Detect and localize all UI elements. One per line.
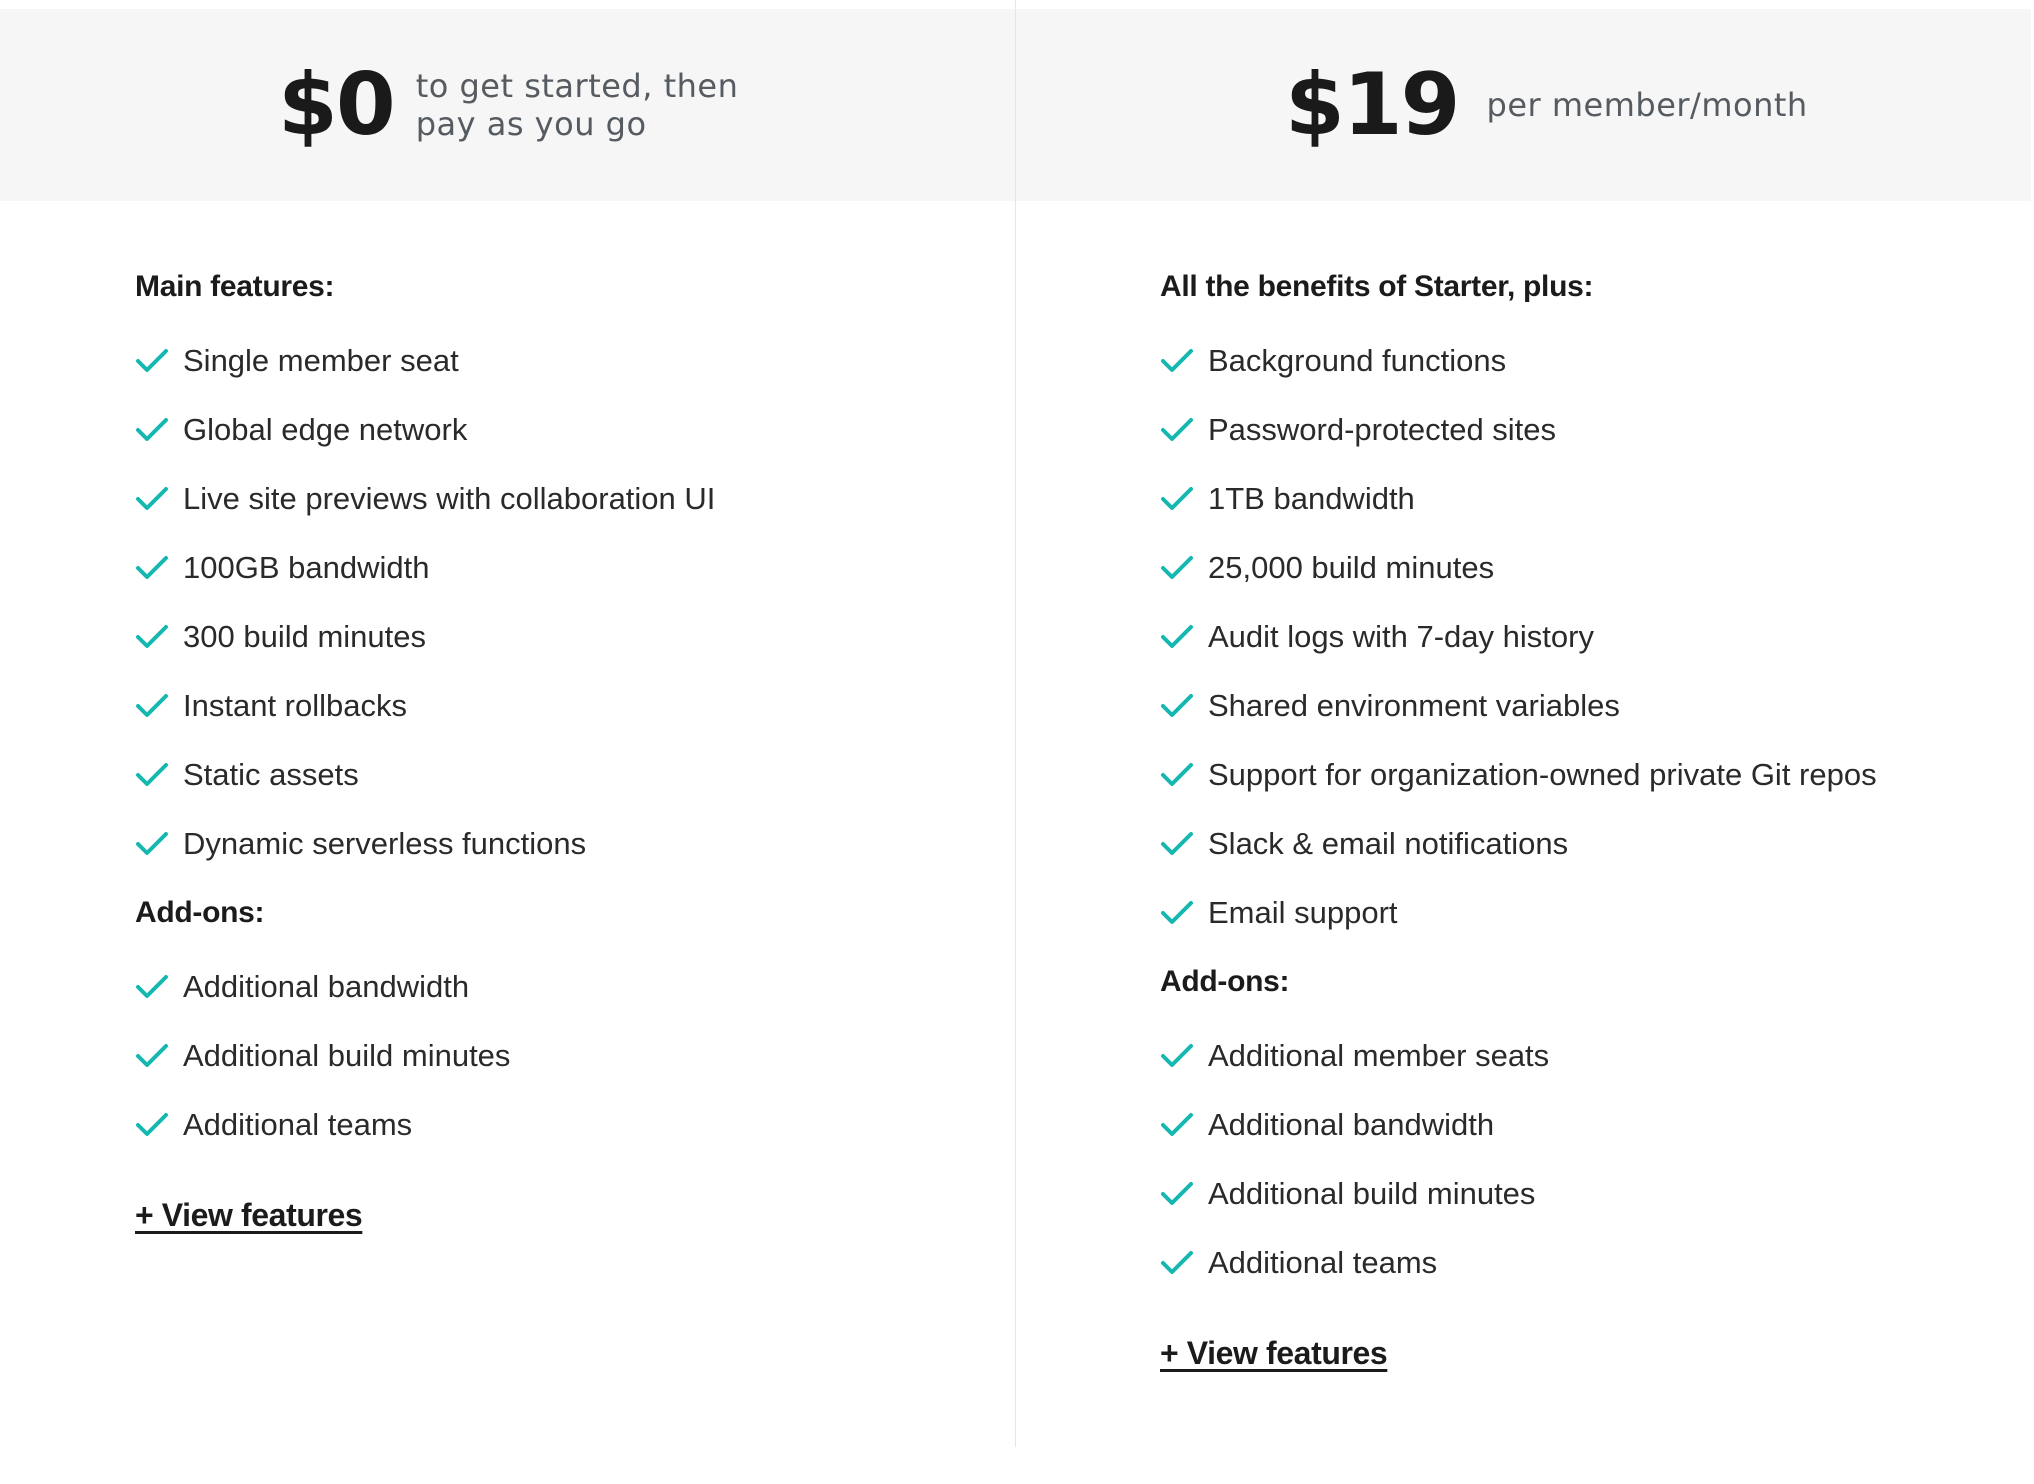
check-icon bbox=[1160, 620, 1194, 654]
plan-pro bbox=[1016, 9, 2031, 1447]
check-icon bbox=[135, 482, 169, 516]
feature-item bbox=[1160, 890, 1880, 936]
price-note: per member/month bbox=[1486, 86, 1808, 124]
feature-item bbox=[135, 821, 895, 867]
check-icon bbox=[1160, 1246, 1194, 1280]
check-icon bbox=[1160, 1177, 1194, 1211]
check-icon bbox=[1160, 551, 1194, 585]
check-icon bbox=[1160, 689, 1194, 723]
feature-label: Additional teams bbox=[1208, 1245, 1438, 1280]
plan-body bbox=[135, 267, 895, 1234]
feature-label: Audit logs with 7-day history bbox=[1208, 619, 1594, 654]
addons-list bbox=[1160, 1033, 1880, 1286]
check-icon bbox=[1160, 1108, 1194, 1142]
main-features-heading: All the benefits of Starter, plus: bbox=[1160, 270, 1594, 303]
feature-label: Additional teams bbox=[183, 1107, 413, 1142]
feature-label: Background functions bbox=[1208, 343, 1507, 378]
check-icon bbox=[1160, 413, 1194, 447]
feature-label: 1TB bandwidth bbox=[1208, 481, 1415, 516]
feature-label: Additional bandwidth bbox=[183, 969, 470, 1004]
plan-starter bbox=[0, 9, 1015, 1447]
feature-label: Slack & email notifications bbox=[1208, 826, 1569, 861]
check-icon bbox=[135, 1039, 169, 1073]
feature-item bbox=[1160, 476, 1880, 522]
check-icon bbox=[1160, 758, 1194, 792]
feature-item bbox=[1160, 614, 1880, 660]
feature-label: Additional bandwidth bbox=[1208, 1107, 1495, 1142]
feature-label: 100GB bandwidth bbox=[183, 550, 430, 585]
price-header bbox=[1016, 9, 2031, 201]
feature-item bbox=[135, 1033, 895, 1079]
check-icon bbox=[135, 620, 169, 654]
check-icon bbox=[135, 970, 169, 1004]
feature-item bbox=[1160, 1033, 1880, 1079]
view-features-link[interactable]: + View features bbox=[135, 1197, 363, 1233]
feature-item bbox=[1160, 1102, 1880, 1148]
feature-item bbox=[135, 752, 895, 798]
feature-item bbox=[135, 683, 895, 729]
feature-item bbox=[135, 1102, 895, 1148]
top-strip bbox=[0, 0, 2034, 9]
feature-label: 25,000 build minutes bbox=[1208, 550, 1495, 585]
check-icon bbox=[135, 758, 169, 792]
feature-label: Additional build minutes bbox=[1208, 1176, 1536, 1211]
check-icon bbox=[135, 1108, 169, 1142]
view-features-link[interactable]: + View features bbox=[1160, 1335, 1388, 1371]
feature-item bbox=[1160, 821, 1880, 867]
feature-item bbox=[1160, 1240, 1880, 1286]
main-features-list bbox=[1160, 338, 1880, 936]
feature-label: Dynamic serverless functions bbox=[183, 826, 587, 861]
feature-item bbox=[135, 407, 895, 453]
feature-item bbox=[135, 545, 895, 591]
feature-item bbox=[1160, 338, 1880, 384]
feature-label: Email support bbox=[1208, 895, 1398, 930]
feature-item bbox=[135, 338, 895, 384]
addons-heading: Add-ons: bbox=[135, 896, 265, 929]
feature-label: Live site previews with collaboration UI bbox=[183, 481, 716, 516]
feature-item bbox=[135, 614, 895, 660]
main-features-list bbox=[135, 338, 895, 867]
check-icon bbox=[135, 551, 169, 585]
price-block bbox=[1285, 9, 1808, 201]
check-icon bbox=[1160, 482, 1194, 516]
price-amount: $19 bbox=[1285, 55, 1459, 155]
price-header bbox=[0, 9, 1015, 201]
price-block bbox=[278, 9, 756, 201]
feature-item bbox=[135, 476, 895, 522]
check-icon bbox=[1160, 827, 1194, 861]
check-icon bbox=[135, 413, 169, 447]
check-icon bbox=[135, 344, 169, 378]
addons-heading: Add-ons: bbox=[1160, 965, 1290, 998]
check-icon bbox=[135, 689, 169, 723]
feature-label: 300 build minutes bbox=[183, 619, 426, 654]
feature-label: Global edge network bbox=[183, 412, 468, 447]
feature-label: Additional member seats bbox=[1208, 1038, 1550, 1073]
feature-label: Password-protected sites bbox=[1208, 412, 1557, 447]
price-note: to get started, then pay as you go bbox=[415, 67, 739, 143]
plan-body bbox=[1160, 267, 1880, 1372]
feature-item bbox=[1160, 683, 1880, 729]
feature-label: Shared environment variables bbox=[1208, 688, 1620, 723]
feature-label: Single member seat bbox=[183, 343, 459, 378]
addons-list bbox=[135, 964, 895, 1148]
check-icon bbox=[135, 827, 169, 861]
feature-label: Static assets bbox=[183, 757, 359, 792]
main-features-heading: Main features: bbox=[135, 270, 335, 303]
feature-label: Instant rollbacks bbox=[183, 688, 407, 723]
feature-item bbox=[1160, 407, 1880, 453]
price-amount: $0 bbox=[278, 55, 394, 155]
feature-label: Support for organization-owned private Git repos bbox=[1208, 757, 1877, 792]
check-icon bbox=[1160, 1039, 1194, 1073]
feature-item bbox=[1160, 545, 1880, 591]
check-icon bbox=[1160, 896, 1194, 930]
check-icon bbox=[1160, 344, 1194, 378]
feature-item bbox=[1160, 752, 1880, 798]
feature-item bbox=[135, 964, 895, 1010]
feature-item bbox=[1160, 1171, 1880, 1217]
feature-label: Additional build minutes bbox=[183, 1038, 511, 1073]
